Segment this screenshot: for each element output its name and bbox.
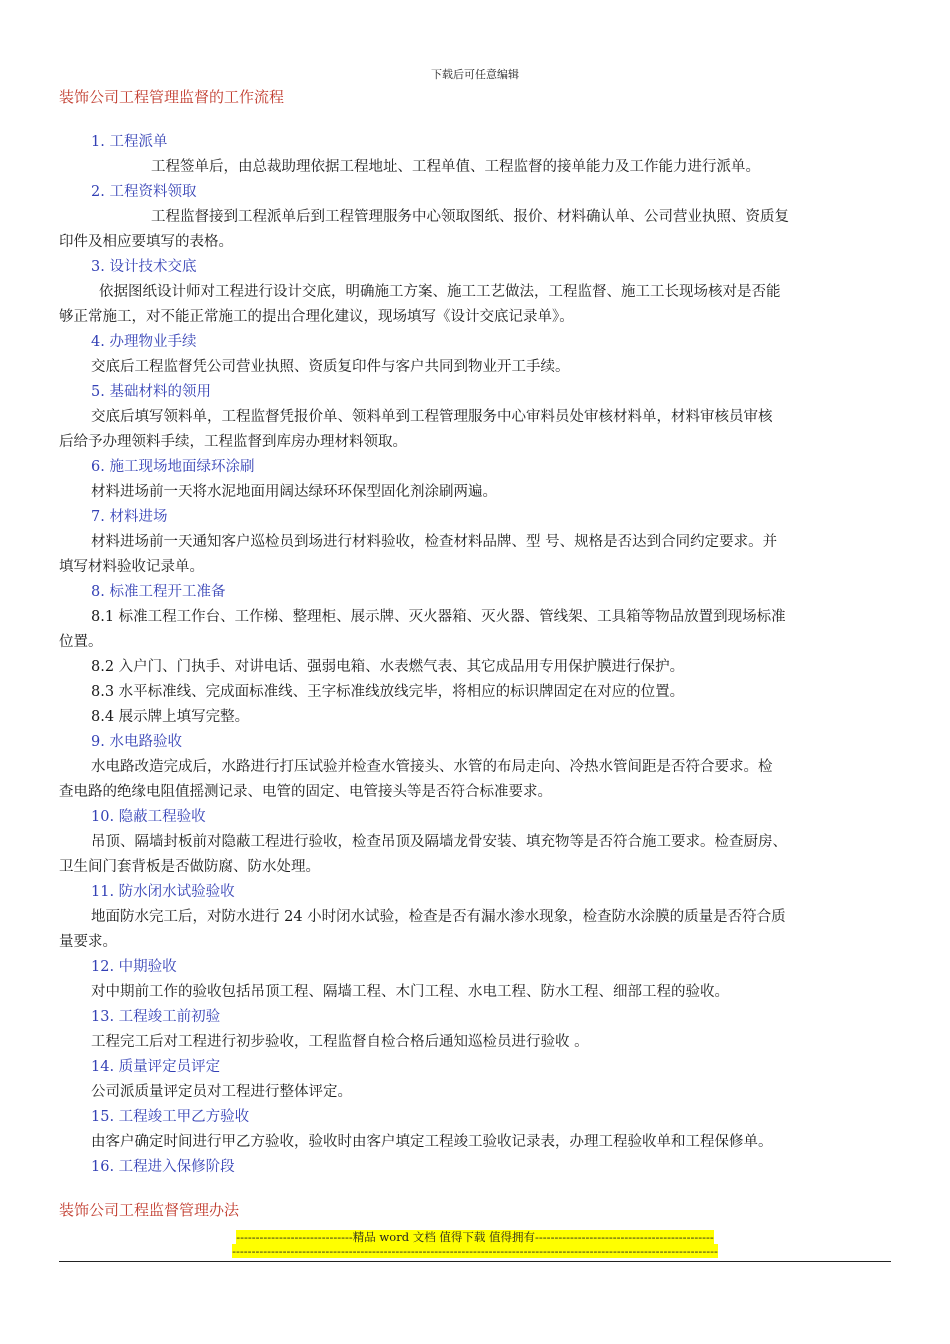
document-body — [59, 130, 891, 1180]
paragraph-continuation: 卫生间门套背板是否做防腐、防水处理。 — [59, 859, 320, 875]
section-heading: 13. 工程竣工前初验 — [91, 1009, 221, 1025]
section-heading: 10. 隐蔽工程验收 — [91, 809, 206, 825]
document-title: 装饰公司工程管理监督的工作流程 — [59, 88, 285, 106]
section-heading: 3. 设计技术交底 — [91, 259, 197, 275]
section-paragraph — [59, 905, 891, 955]
section-heading: 5. 基础材料的领用 — [91, 384, 211, 400]
section-heading: 1. 工程派单 — [91, 134, 168, 150]
section-heading: 9. 水电路验收 — [91, 734, 182, 750]
section-paragraph — [59, 605, 891, 655]
section-heading: 6. 施工现场地面绿环涂刷 — [91, 459, 255, 475]
section-heading: 14. 质量评定员评定 — [91, 1059, 221, 1075]
paragraph-continuation: 后给予办理领料手续，工程监督到库房办理材料领取。 — [59, 434, 407, 450]
paragraph-line: 依据图纸设计师对工程进行设计交底，明确施工方案、施工工艺做法，工程监督、施工工长现场核对是否能 — [99, 284, 781, 300]
section-heading: 15. 工程竣工甲乙方验收 — [91, 1109, 250, 1125]
section-paragraph — [59, 280, 891, 330]
paragraph-continuation: 位置。 — [59, 634, 103, 650]
section-paragraph — [59, 205, 891, 255]
section-heading: 2. 工程资料领取 — [91, 184, 197, 200]
section-paragraph — [59, 155, 891, 180]
section-paragraph — [59, 755, 891, 805]
paragraph-line: 8.3 水平标准线、完成面标准线、王字标准线放线完毕，将相应的标识牌固定在对应的位置。 — [91, 684, 685, 700]
section-heading: 7. 材料进场 — [91, 509, 168, 525]
section-paragraph — [59, 655, 891, 680]
paragraph-line: 工程完工后对工程进行初步验收，工程监督自检合格后通知巡检员进行验收 。 — [91, 1034, 589, 1050]
paragraph-line: 材料进场前一天将水泥地面用阔达绿环环保型固化剂涂刷两遍。 — [91, 484, 497, 500]
section-heading: 8. 标准工程开工准备 — [91, 584, 226, 600]
section-heading: 11. 防水闭水试验验收 — [91, 884, 235, 900]
section-paragraph — [59, 405, 891, 455]
section-paragraph — [59, 530, 891, 580]
footer-banner-line2: ----------------------------------------------------------------------------------------------------------------------------- — [232, 1244, 718, 1258]
paragraph-line: 8.2 入户门、门执手、对讲电话、强弱电箱、水表燃气表、其它成品用专用保护膜进行保护。 — [91, 659, 685, 675]
paragraph-line: 地面防水完工后，对防水进行 24 小时闭水试验，检查是否有漏水渗水现象，检查防水涂膜的质量是否符合质 — [91, 909, 786, 925]
section-paragraph — [59, 1130, 891, 1155]
section-paragraph — [59, 830, 891, 880]
section-paragraph — [59, 680, 891, 705]
paragraph-continuation: 查电路的绝缘电阻值摇测记录、电管的固定、电管接头等是否符合标准要求。 — [59, 784, 552, 800]
section-paragraph — [59, 480, 891, 505]
paragraph-line: 由客户确定时间进行甲乙方验收，验收时由客户填定工程竣工验收记录表，办理工程验收单和工程保修单。 — [91, 1134, 773, 1150]
paragraph-line: 工程监督接到工程派单后到工程管理服务中心领取图纸、报价、材料确认单、公司营业执照、资质复 — [151, 209, 789, 225]
paragraph-line: 8.1 标准工程工作台、工作梯、整理柜、展示牌、灭火器箱、灭火器、管线架、工具箱等物品放置到现场标准 — [91, 609, 786, 625]
section-heading: 12. 中期验收 — [91, 959, 177, 975]
paragraph-line: 8.4 展示牌上填写完整。 — [91, 709, 250, 725]
footer-banner-line1: ------------------------------精品 word 文档 值得下载 值得拥有---------------------------------------------- — [236, 1230, 714, 1244]
section-heading: 16. 工程进入保修阶段 — [91, 1159, 235, 1175]
paragraph-line: 交底后工程监督凭公司营业执照、资质复印件与客户共同到物业开工手续。 — [91, 359, 570, 375]
paragraph-line: 吊顶、隔墙封板前对隐蔽工程进行验收，检查吊顶及隔墙龙骨安装、填充物等是否符合施工要求。检查厨房、 — [91, 834, 787, 850]
header-note: 下载后可任意编辑 — [431, 68, 519, 81]
paragraph-continuation: 印件及相应要填写的表格。 — [59, 234, 233, 250]
paragraph-line: 交底后填写领料单，工程监督凭报价单、领料单到工程管理服务中心审料员处审核材料单，材料审核员审核 — [91, 409, 773, 425]
section-paragraph — [59, 980, 891, 1005]
paragraph-continuation: 量要求。 — [59, 934, 117, 950]
paragraph-line: 工程签单后，由总裁助理依据工程地址、工程单值、工程监督的接单能力及工作能力进行派单。 — [151, 159, 760, 175]
paragraph-line: 对中期前工作的验收包括吊顶工程、隔墙工程、木门工程、水电工程、防水工程、细部工程的验收。 — [91, 984, 729, 1000]
second-title: 装饰公司工程监督管理办法 — [59, 1201, 240, 1219]
paragraph-line: 材料进场前一天通知客户巡检员到场进行材料验收，检查材料品牌、型 号、规格是否达到合同约定要求。并 — [91, 534, 778, 550]
section-paragraph — [59, 1030, 891, 1055]
section-paragraph — [59, 705, 891, 730]
paragraph-continuation: 够正常施工，对不能正常施工的提出合理化建议，现场填写《设计交底记录单》。 — [59, 309, 574, 325]
section-heading: 4. 办理物业手续 — [91, 334, 197, 350]
paragraph-line: 水电路改造完成后，水路进行打压试验并检查水管接头、水管的布局走向、冷热水管间距是否符合要求。检 — [91, 759, 773, 775]
paragraph-line: 公司派质量评定员对工程进行整体评定。 — [91, 1084, 352, 1100]
paragraph-continuation: 填写材料验收记录单。 — [59, 559, 204, 575]
bottom-divider — [59, 1261, 891, 1262]
section-paragraph — [59, 355, 891, 380]
section-paragraph — [59, 1080, 891, 1105]
